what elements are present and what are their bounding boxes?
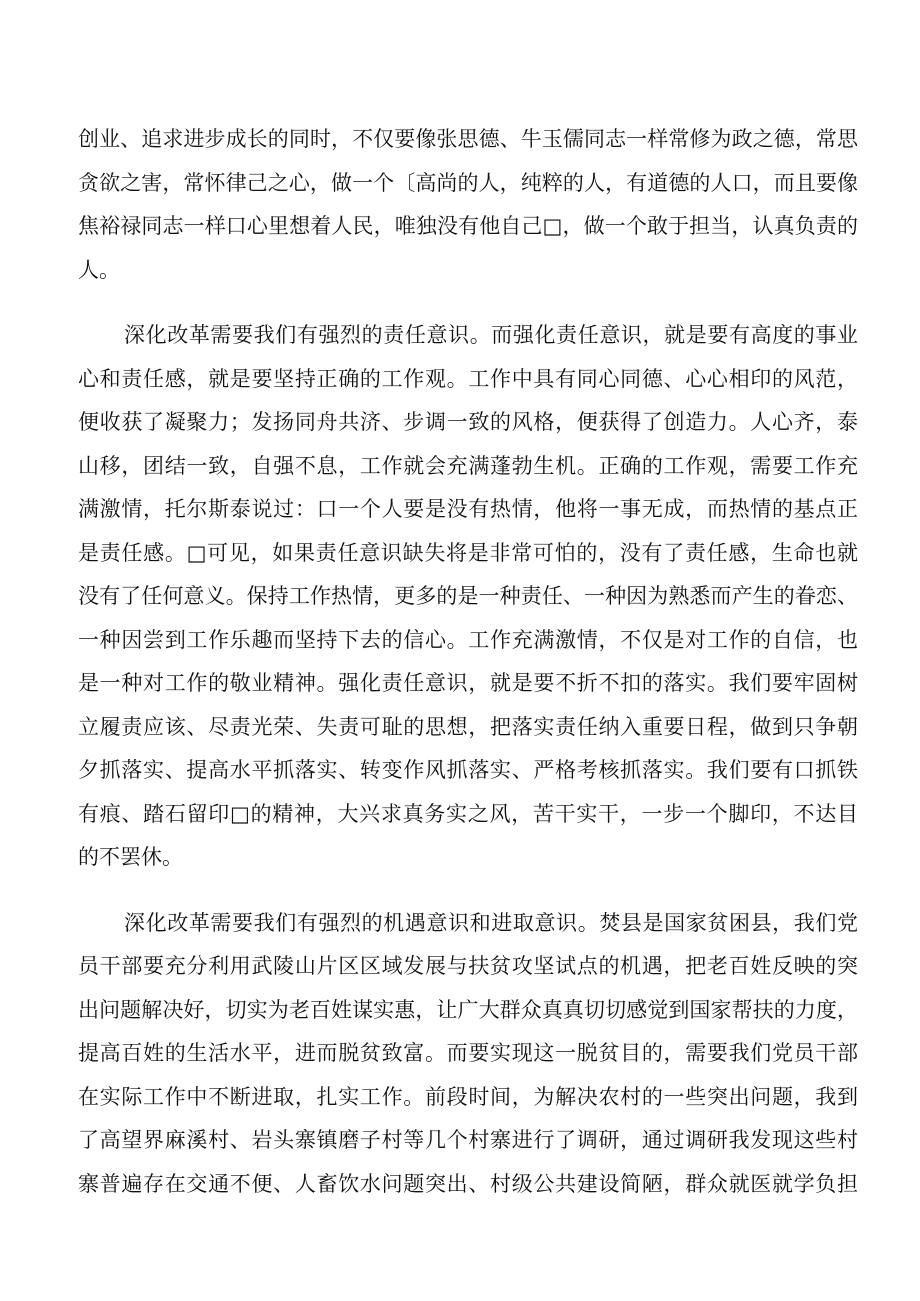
text-line: 没有了任何意义。保持工作热情，更多的是一种责任、一种因为熟悉而产生的眷恋、 (78, 584, 858, 608)
text-line: 提高百姓的生活水平，进而脱贫致富。而要实现这一脱贫目的，需要我们党员干部 (78, 1041, 858, 1065)
text-line: 寨普遍存在交通不便、人畜饮水问题突出、村级公共建设简陋，群众就医就学负担 (78, 1171, 858, 1196)
paragraph-3 (78, 902, 858, 1207)
paragraph-gap (78, 292, 858, 314)
text-line: 的不罢休。 (78, 845, 183, 869)
text-line: 出问题解决好，切实为老百姓谋实惠，让广大群众真真切切感觉到国家帮扶的力度， (78, 997, 858, 1022)
text-line: 满激情，托尔斯泰说过：口一个人要是没有热情，他将一事无成，而热情的基点正 (78, 497, 858, 521)
text-line: 立履责应该、尽责光荣、失责可耻的思想，把落实责任纳入重要日程，做到只争朝 (78, 714, 858, 739)
text-line: 人。 (78, 257, 120, 282)
text-line: 员干部要充分利用武陵山片区区域发展与扶贫攻坚试点的机遇，把老百姓反映的突 (78, 954, 858, 978)
text-line: 深化改革需要我们有强烈的责任意识。而强化责任意识，就是要有高度的事业 (124, 323, 858, 347)
text-line: 在实际工作中不断进取，扎实工作。前段时间，为解决农村的一些突出问题，我到 (78, 1084, 858, 1109)
text-line: 是一种对工作的敬业精神。强化责任意识，就是要不折不扣的落实。我们要牢固树 (78, 671, 858, 695)
text-line: 创业、追求进步成长的同时，不仅要像张思德、牛玉儒同志一样常修为政之德，常思 (78, 127, 858, 151)
text-line: 一种因尝到工作乐趣而坚持下去的信心。工作充满激情，不仅是对工作的自信，也 (78, 627, 858, 652)
text-line: 焦裕禄同志一样口心里想着人民，唯独没有他自己□，做一个敢于担当，认真负责的 (78, 214, 858, 238)
paragraph-1 (78, 118, 858, 292)
text-line: 了高望界麻溪村、岩头寨镇磨子村等几个村寨进行了调研，通过调研我发现这些村 (78, 1128, 858, 1152)
text-line: 是责任感。□可见，如果责任意识缺失将是非常可怕的，没有了责任感，生命也就 (78, 540, 858, 565)
document-page (78, 118, 858, 1206)
text-line: 便收获了凝聚力；发扬同舟共济、步调一致的风格，便获得了创造力。人心齐，泰 (78, 410, 858, 434)
text-line: 有痕、踏石留印□的精神，大兴求真务实之风，苦干实干，一步一个脚印，不达目 (78, 801, 858, 826)
text-line: 心和责任感，就是要坚持正确的工作观。工作中具有同心同德、心心相印的风范， (78, 366, 858, 391)
text-line: 贪欲之害，常怀律己之心，做一个〔高尚的人，纯粹的人，有道德的人口，而且要像 (78, 170, 858, 195)
paragraph-gap (78, 880, 858, 902)
text-line: 山移，团结一致，自强不息，工作就会充满蓬勃生机。正确的工作观，需要工作充 (78, 453, 858, 478)
text-line: 夕抓落实、提高水平抓落实、转变作风抓落实、严格考核抓落实。我们要有口抓铁 (78, 758, 858, 782)
text-line: 深化改革需要我们有强烈的机遇意识和进取意识。焚县是国家贫困县，我们党 (124, 910, 858, 935)
paragraph-2 (78, 314, 858, 880)
